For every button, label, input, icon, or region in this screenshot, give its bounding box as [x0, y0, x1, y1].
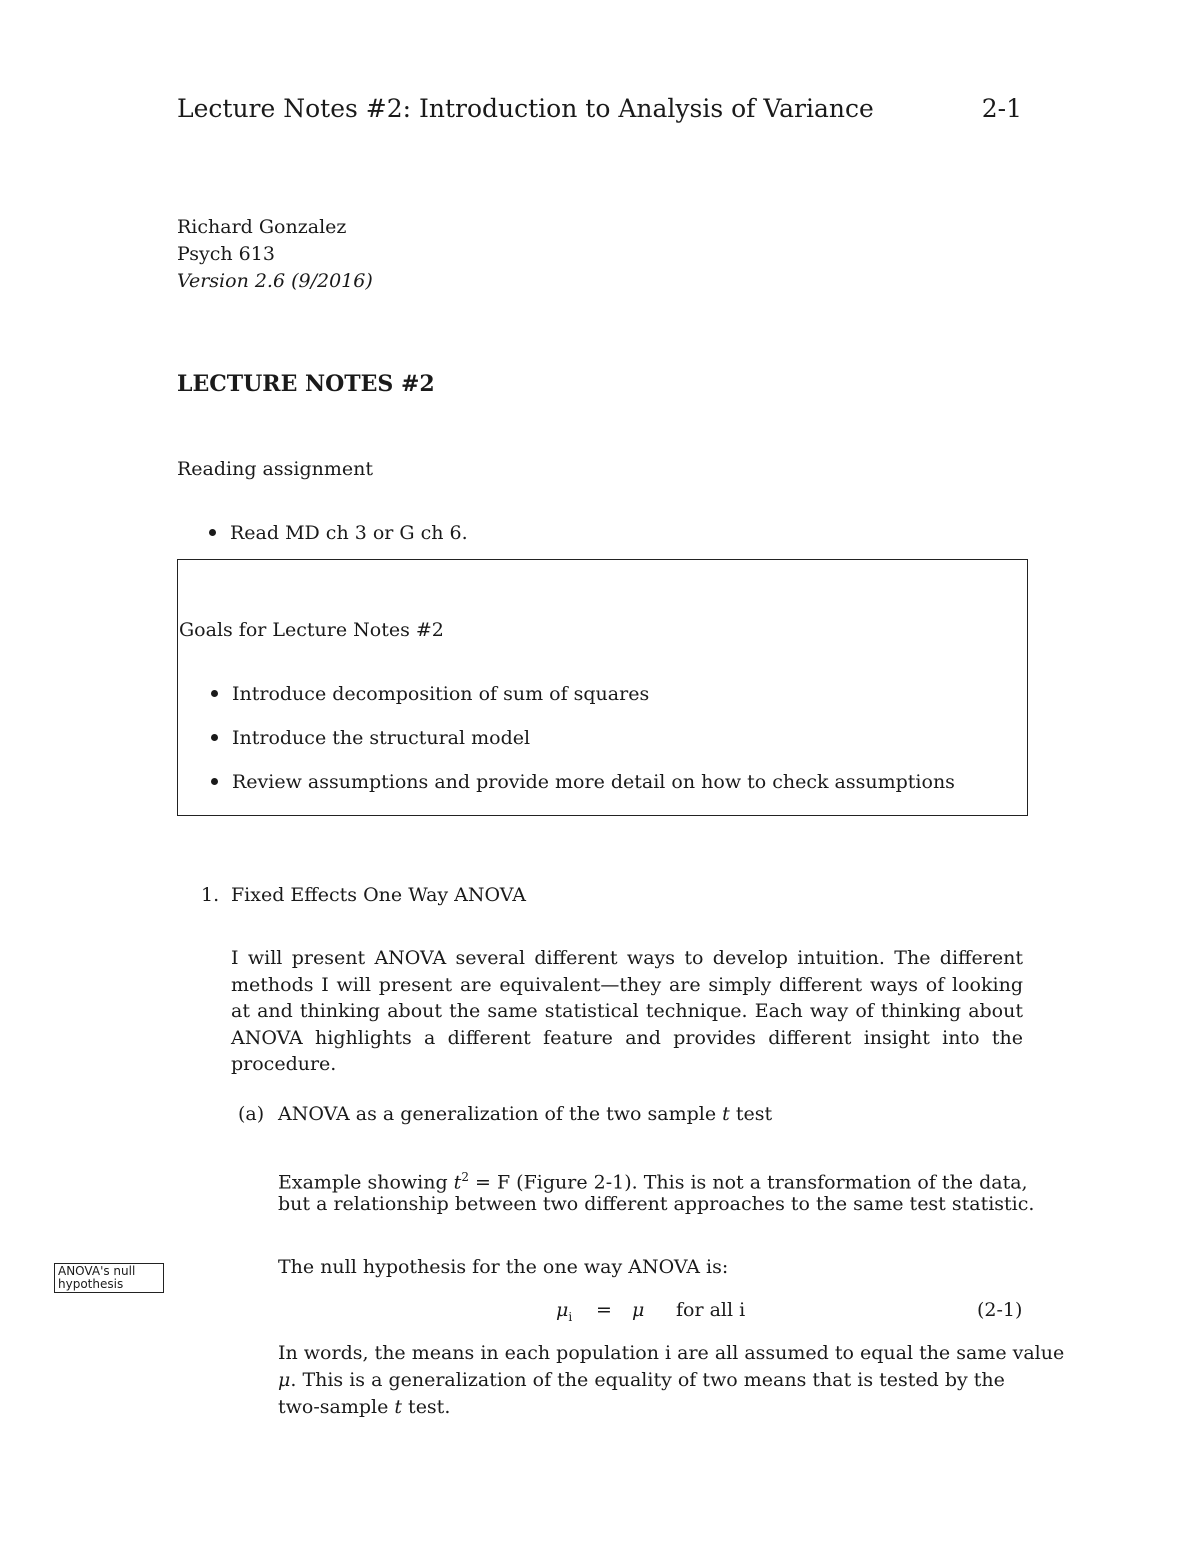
- section-paragraph: I will present ANOVA several different ways to develop intuition. The different methods I will present are equivalent—they are simply different ways of looking at and thinking about the same statistical technique. Each way of thinking about ANOVA highlights a different feature and provides different insight into the procedure.: [231, 947, 1023, 1075]
- goal-item: [211, 725, 530, 751]
- reading-item-text: Read MD ch 3 or G ch 6.: [230, 522, 468, 544]
- goal-item: [211, 681, 649, 707]
- equation-condition: for all i: [676, 1299, 746, 1321]
- equation-equals: =: [596, 1299, 612, 1321]
- equation-number: (2-1): [977, 1299, 1023, 1321]
- version-line: Version 2.6 (9/2016): [177, 270, 373, 292]
- words-line-1: In words, the means in each population i are all assumed to equal the same value: [278, 1342, 1065, 1364]
- equation-lhs: $\mu_i$: [556, 1299, 573, 1324]
- example-line-1: Example showing $t^2 = F$ (Figure 2-1). This is not a transformation of the data,: [278, 1170, 1028, 1194]
- bullet-icon: [211, 734, 218, 741]
- goal-item: [211, 769, 955, 795]
- bullet-icon: [209, 529, 216, 536]
- margin-note: ANOVA's null hypothesis: [54, 1263, 164, 1293]
- section-number: 1.: [201, 884, 220, 906]
- null-hypothesis-intro: The null hypothesis for the one way ANOVA is:: [278, 1256, 729, 1278]
- reading-item: [209, 520, 468, 546]
- goals-heading: Goals for Lecture Notes #2: [179, 619, 444, 641]
- course-name: Psych 613: [177, 243, 275, 265]
- bullet-icon: [211, 778, 218, 785]
- section-heading: Fixed Effects One Way ANOVA: [231, 884, 526, 906]
- bullet-icon: [211, 690, 218, 697]
- example-line-2: but a relationship between two different approaches to the same test statistic.: [278, 1193, 1035, 1215]
- goal-item-text: Introduce decomposition of sum of squares: [232, 683, 650, 705]
- author-name: Richard Gonzalez: [177, 216, 347, 238]
- goal-item-text: Review assumptions and provide more detail on how to check assumptions: [232, 771, 955, 793]
- subsection-heading: ANOVA as a generalization of the two sample t test: [278, 1103, 773, 1125]
- equation-rhs: μ: [632, 1299, 645, 1321]
- reading-heading: Reading assignment: [177, 458, 373, 480]
- subsection-label: (a): [238, 1103, 265, 1125]
- section-title: LECTURE NOTES #2: [177, 371, 435, 397]
- page-number: 2-1: [981, 94, 1022, 123]
- words-line-3: two-sample t test.: [278, 1396, 451, 1418]
- goal-item-text: Introduce the structural model: [232, 727, 531, 749]
- running-header-title: Lecture Notes #2: Introduction to Analysis of Variance: [177, 94, 874, 123]
- words-line-2: μ. This is a generalization of the equality of two means that is tested by the: [278, 1369, 1005, 1391]
